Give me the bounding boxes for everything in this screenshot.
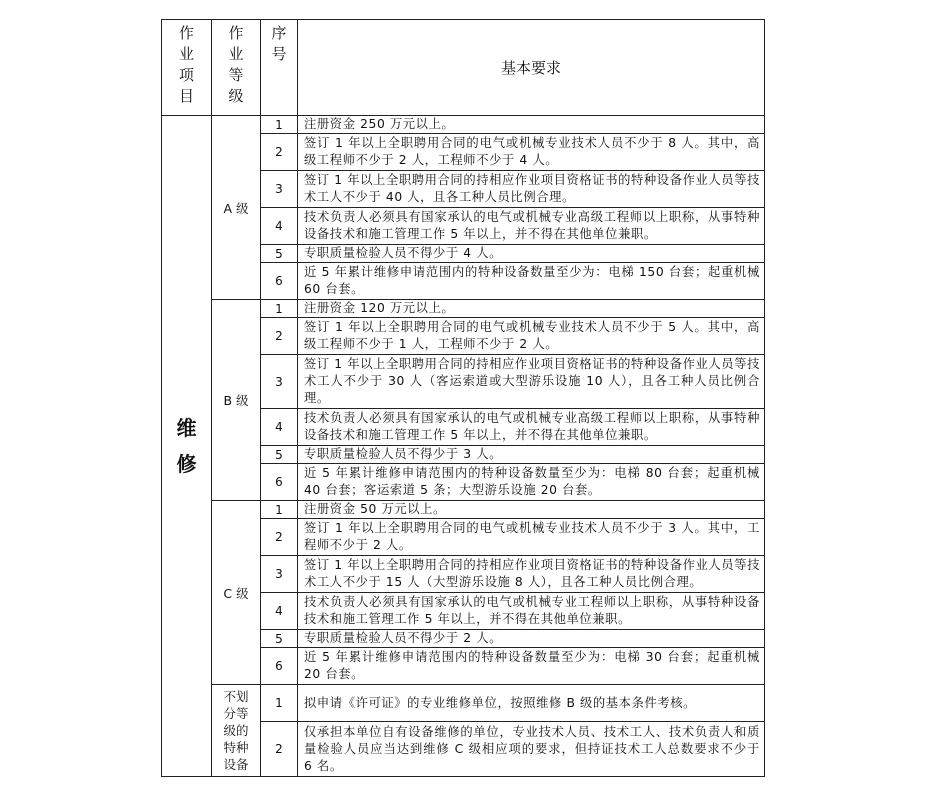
seq-cell: 1 xyxy=(261,685,298,722)
seq-cell: 5 xyxy=(261,245,298,263)
seq-cell: 2 xyxy=(261,134,298,171)
requirement-cell: 签订 1 年以上全职聘用合同的电气或机械专业技术人员不少于 3 人。其中，工程师不少于 2 人。 xyxy=(298,519,765,556)
requirements-table xyxy=(161,19,765,777)
seq-cell: 4 xyxy=(261,409,298,446)
requirements-sheet xyxy=(161,19,765,777)
seq-cell: 2 xyxy=(261,519,298,556)
grade-cell: C 级 xyxy=(212,501,261,685)
seq-cell: 5 xyxy=(261,630,298,648)
seq-cell: 1 xyxy=(261,116,298,134)
seq-cell: 6 xyxy=(261,648,298,685)
header-grade: 作业等级 xyxy=(212,20,261,116)
header-row xyxy=(162,20,765,116)
requirement-cell: 专职质量检验人员不得少于 4 人。 xyxy=(298,245,765,263)
seq-cell: 5 xyxy=(261,446,298,464)
requirement-cell: 签订 1 年以上全职聘用合同的持相应作业项目资格证书的特种设备作业人员等技术工人不少于 40 人，且各工种人员比例合理。 xyxy=(298,171,765,208)
requirement-cell: 专职质量检验人员不得少于 3 人。 xyxy=(298,446,765,464)
header-requirement: 基本要求 xyxy=(298,20,765,116)
grade-cell: A 级 xyxy=(212,116,261,300)
requirement-cell: 签订 1 年以上全职聘用合同的电气或机械专业技术人员不少于 8 人。其中，高级工程师不少于 2 人，工程师不少于 4 人。 xyxy=(298,134,765,171)
project-cell: 维修 xyxy=(162,116,212,777)
requirement-cell: 签订 1 年以上全职聘用合同的持相应作业项目资格证书的特种设备作业人员等技术工人不少于 30 人（客运索道或大型游乐设施 10 人），且各工种人员比例合理。 xyxy=(298,355,765,409)
requirement-cell: 技术负责人必须具有国家承认的电气或机械专业高级工程师以上职称，从事特种设备技术和施工管理工作 5 年以上，并不得在其他单位兼职。 xyxy=(298,208,765,245)
requirement-cell: 技术负责人必须具有国家承认的电气或机械专业高级工程师以上职称，从事特种设备技术和施工管理工作 5 年以上，并不得在其他单位兼职。 xyxy=(298,409,765,446)
requirement-cell: 注册资金 120 万元以上。 xyxy=(298,300,765,318)
requirement-cell: 仅承担本单位自有设备维修的单位，专业技术人员、技术工人、技术负责人和质量检验人员应当达到维修 C 级相应项的要求，但持证技术工人总数要求不少于 6 名。 xyxy=(298,722,765,777)
requirement-cell: 近 5 年累计维修申请范围内的特种设备数量至少为：电梯 80 台套；起重机械 40 台套；客运索道 5 条；大型游乐设施 20 台套。 xyxy=(298,464,765,501)
requirement-cell: 专职质量检验人员不得少于 2 人。 xyxy=(298,630,765,648)
requirement-cell: 拟申请《许可证》的专业维修单位，按照维修 B 级的基本条件考核。 xyxy=(298,685,765,722)
requirement-cell: 签订 1 年以上全职聘用合同的持相应作业项目资格证书的特种设备作业人员等技术工人不少于 15 人（大型游乐设施 8 人），且各工种人员比例合理。 xyxy=(298,556,765,593)
seq-cell: 6 xyxy=(261,464,298,501)
seq-cell: 1 xyxy=(261,501,298,519)
table-row xyxy=(162,300,765,318)
seq-cell: 3 xyxy=(261,171,298,208)
seq-cell: 2 xyxy=(261,318,298,355)
requirement-cell: 技术负责人必须具有国家承认的电气或机械专业工程师以上职称，从事特种设备技术和施工管理工作 5 年以上，并不得在其他单位兼职。 xyxy=(298,593,765,630)
requirement-cell: 注册资金 50 万元以上。 xyxy=(298,501,765,519)
table-row xyxy=(162,116,765,134)
seq-cell: 3 xyxy=(261,556,298,593)
requirement-cell: 注册资金 250 万元以上。 xyxy=(298,116,765,134)
requirement-cell: 近 5 年累计维修申请范围内的特种设备数量至少为：电梯 150 台套；起重机械 60 台套。 xyxy=(298,263,765,300)
seq-cell: 2 xyxy=(261,722,298,777)
seq-cell: 4 xyxy=(261,208,298,245)
requirement-cell: 近 5 年累计维修申请范围内的特种设备数量至少为：电梯 30 台套；起重机械 20 台套。 xyxy=(298,648,765,685)
requirement-cell: 签订 1 年以上全职聘用合同的电气或机械专业技术人员不少于 5 人。其中，高级工程师不少于 1 人，工程师不少于 2 人。 xyxy=(298,318,765,355)
seq-cell: 4 xyxy=(261,593,298,630)
header-seq: 序号 xyxy=(261,20,298,116)
seq-cell: 3 xyxy=(261,355,298,409)
grade-cell: B 级 xyxy=(212,300,261,501)
grade-cell: 不划分等级的特种设备 xyxy=(212,685,261,777)
seq-cell: 1 xyxy=(261,300,298,318)
seq-cell: 6 xyxy=(261,263,298,300)
table-row xyxy=(162,685,765,722)
table-row xyxy=(162,501,765,519)
header-project: 作业项目 xyxy=(162,20,212,116)
